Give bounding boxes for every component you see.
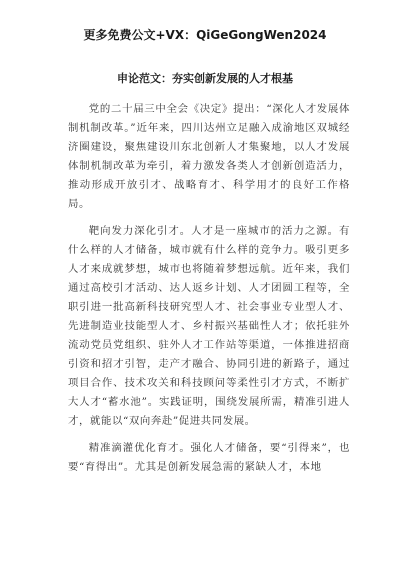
article-title: 申论范文：夯实创新发展的人才根基	[117, 72, 293, 85]
paragraph: 精准滴灌优化育才。强化人才储备，要“引得来”，也要“育得出”。尤其是创新发展急需的紧缺人才，本地	[68, 442, 350, 473]
header-title: 更多免费公文+VX：QiGeGongWen2024	[83, 28, 327, 42]
paragraph: 党的二十届三中全会《决定》提出：“深化人才发展体制机制改革。”近年来，四川达州立足融入成渝地区双城经济圈建设，聚焦建设川东北创新人才集聚地，以人才发展体制机制改革为牵引，着力激发各类人才创新创造活力，推动形成开放引才、战略育才、科学用才的良好工作格局。	[68, 103, 350, 210]
article-body	[68, 100, 350, 485]
paragraph: 靶向发力深化引才。人才是一座城市的活力之源。有什么样的人才储备，城市就有什么样的竞争力。吸引更多人才来成就梦想，城市也将随着梦想远航。近年来，我们通过高校引才活动、达人返乡计划、人才团圆工程等，全职引进一批高新科技研究型人才、社会事业专业型人才、先进制造业技能型人才、乡村振兴基础性人才；依托驻外流动党员党组织、驻外人才工作站等渠道，一体推进招商引资和招才引智，走产才融合、协同引进的新路子，通过项目合作、技术攻关和科技顾问等柔性引才方式，不断扩大人才“蓄水池”。实践证明，围绕发展所需，精准引进人才，就能以“双向奔赴”促进共同发展。	[68, 225, 350, 427]
